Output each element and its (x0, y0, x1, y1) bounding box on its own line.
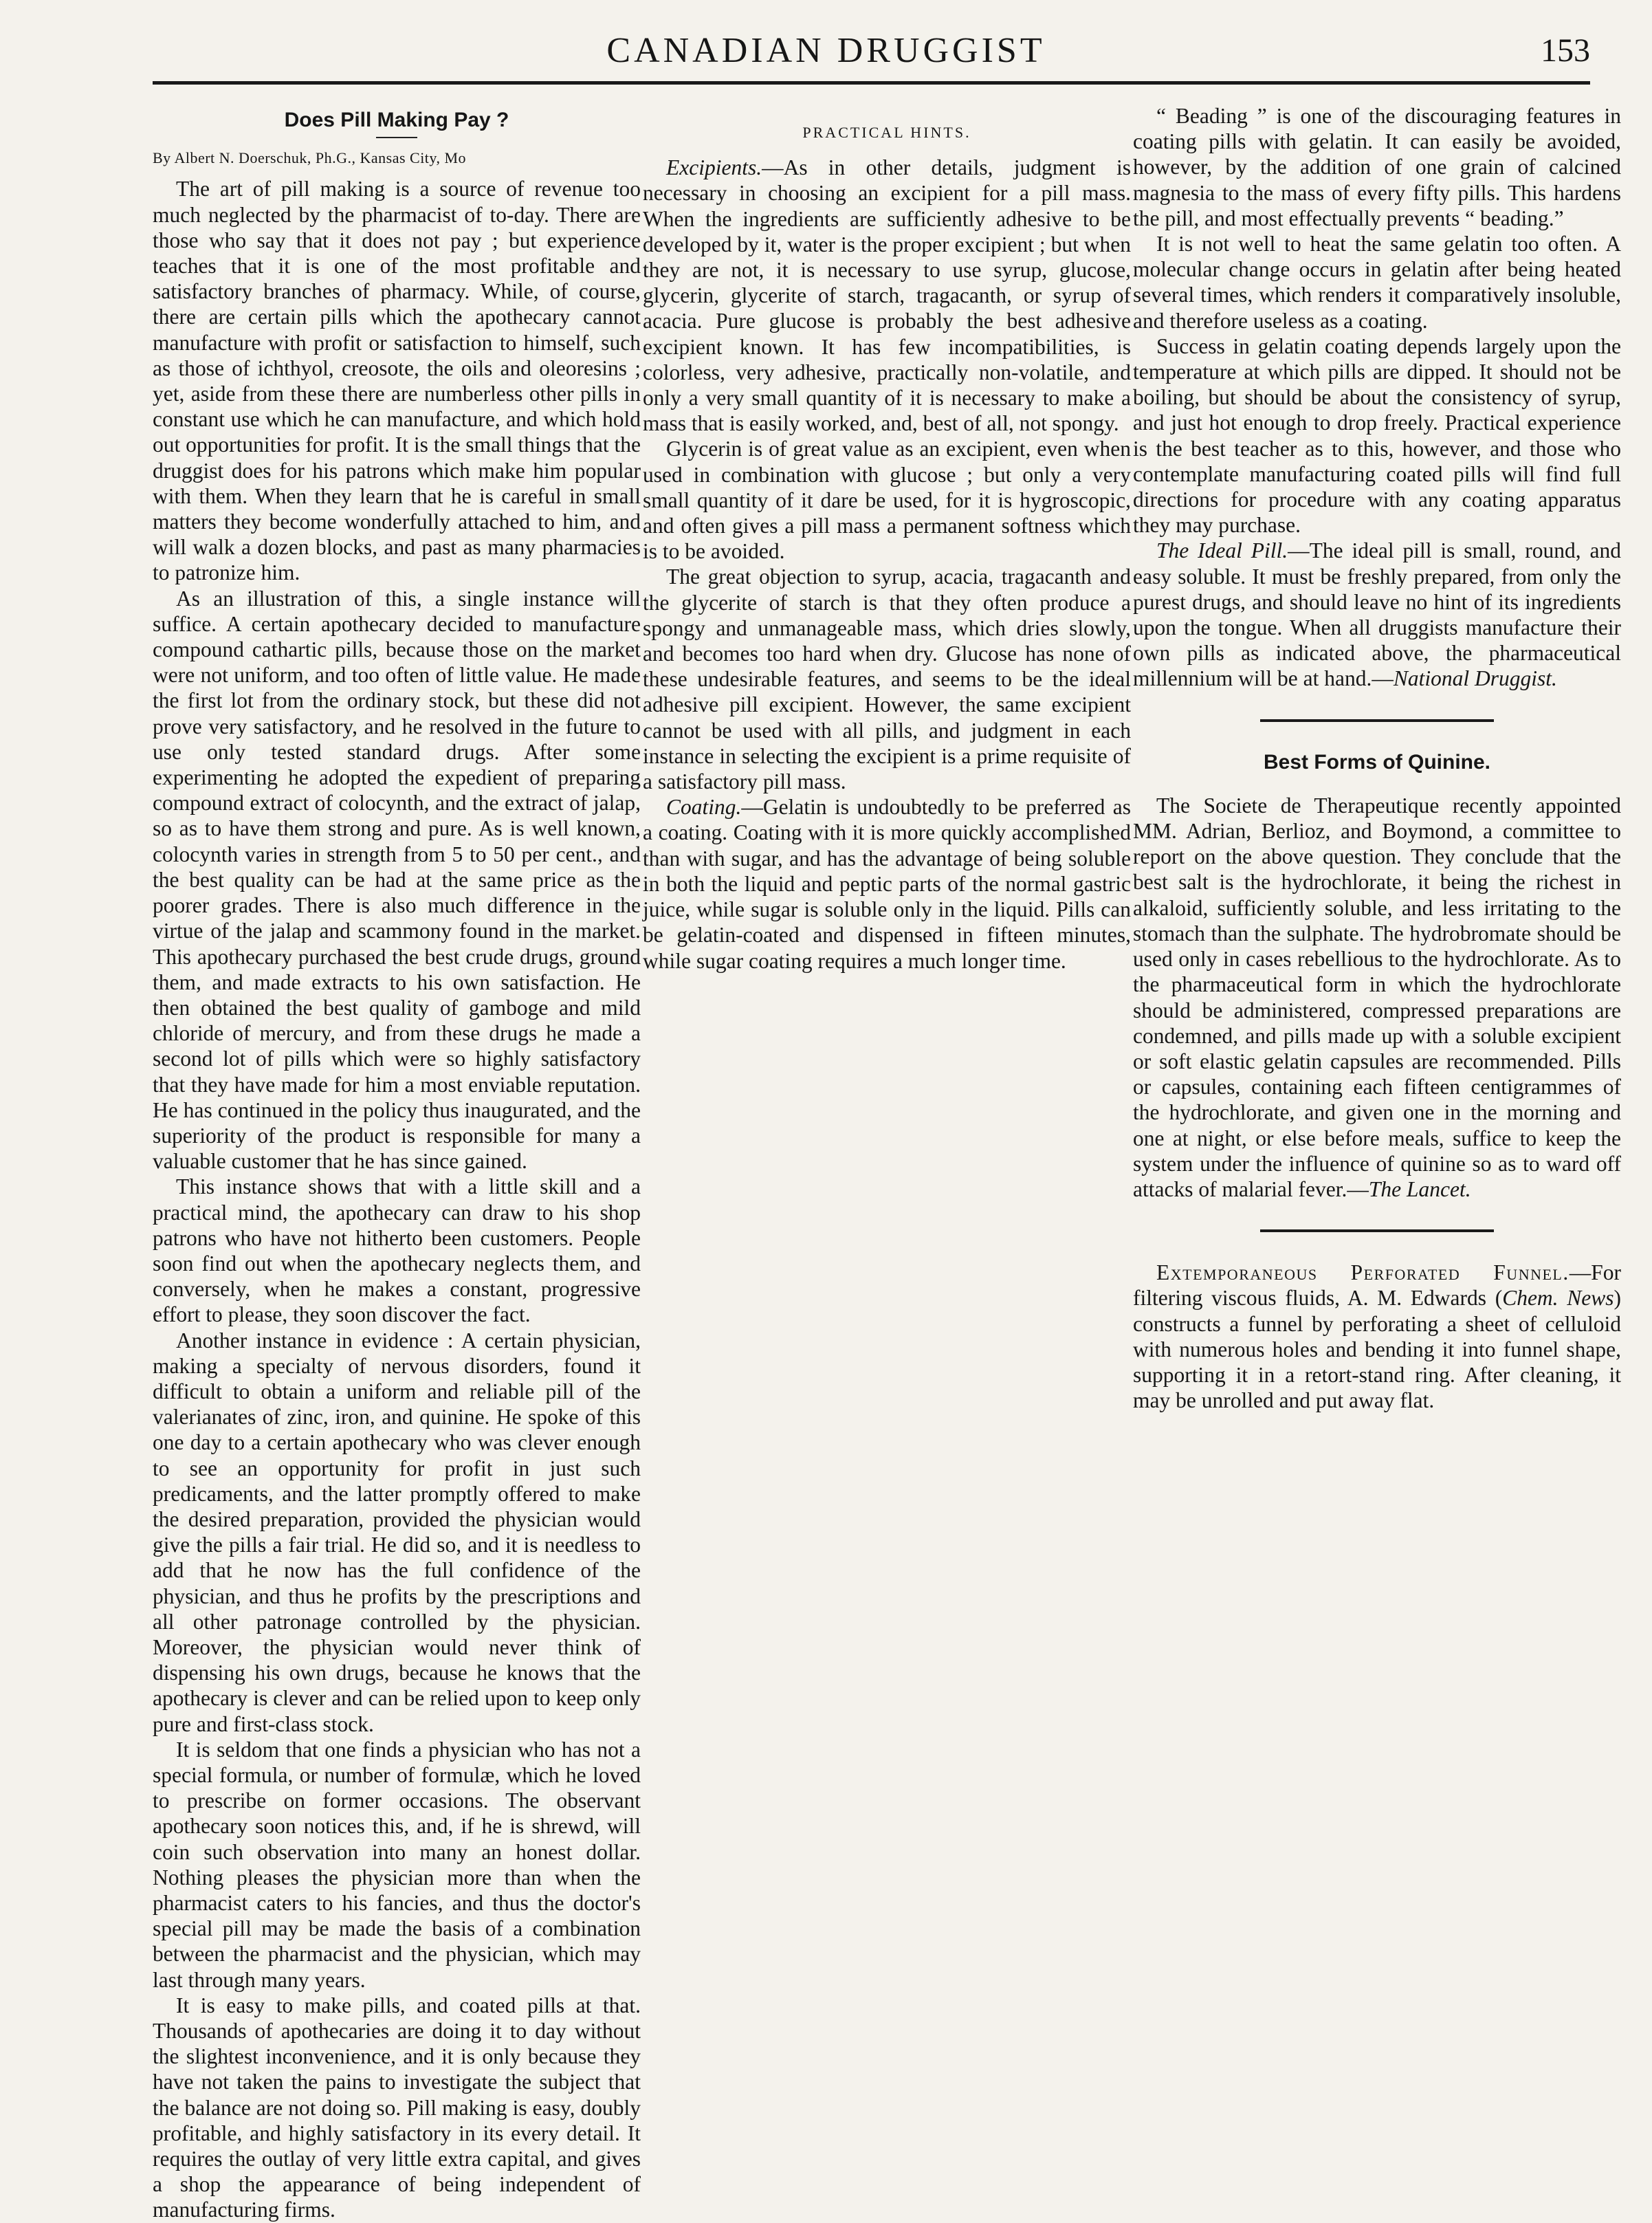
byline: By Albert N. Doerschuk, Ph.G., Kansas City, Mo (153, 149, 467, 167)
paragraph: This instance shows that with a little skill and a practical mind, the apothecary can draw to his shop patrons who have not hitherto been customers. People soon find out when the apothecary neglects them, and conversely, when he makes a constant, progressive effort to please, they soon discover the fact. (153, 1174, 641, 1327)
source-citation: National Druggist. (1393, 666, 1557, 691)
section-heading: PRACTICAL HINTS. (802, 124, 971, 141)
hint-paragraph: The Ideal Pill.—The ideal pill is small, round, and easy soluble. It must be freshly prepared, from only the purest drugs, and should leave no hint of its ingredients upon the tongue. When all druggists manufacture their own pills as indicated above, the pharmaceutical millennium will be at hand.—National Druggist. (1133, 538, 1621, 691)
column-1 (153, 103, 641, 2222)
article-title: Best Forms of Quinine. (1263, 750, 1491, 774)
hint-paragraph: Glycerin is of great value as an excipient, even when used in combination with glucose ; but only a very small quantity of it dare be used, for it is hygroscopic, and often gives a pill mass a permanent softness which is to be avoided. (643, 437, 1131, 564)
page-number: 153 (1541, 32, 1590, 69)
item-lead: Extemporaneous Perforated Funnel. (1156, 1260, 1570, 1285)
paragraph: Extemporaneous Perforated Funnel.—For filtering viscous fluids, A. M. Edwards (Chem. News) constructs a funnel by perforating a sheet of celluloid with numerous holes and bending it into funnel shape, supporting it in a retort-stand ring. After cleaning, it may be unrolled and put away flat. (1133, 1260, 1621, 1413)
article-title: Does Pill Making Pay ? (284, 109, 509, 131)
hint-paragraph: The great objection to syrup, acacia, tragacanth and the glycerite of starch is that they often produce a spongy and unmanageable mass, which dries slowly, and becomes too hard when dry. Glucose has none of these undesirable features, and seems to be the ideal adhesive pill excipient. However, the same excipient cannot be used with all pills, and judgment in each instance in selecting the excipient is a prime requisite of a satisfactory pill mass. (643, 565, 1131, 794)
journal-citation: Chem. News (1502, 1286, 1614, 1311)
title-rule (376, 137, 417, 138)
paragraph: The Societe de Therapeutique recently appointed MM. Adrian, Berlioz, and Boymond, a committee to report on the above question. They conclude that the best salt is the hydrochlorate, it being the richest in alkaloid, sufficiently soluble, and less irritating to the stomach than the sulphate. The hydrobromate should be used only in cases rebellious to the hydrochlorate. As to the pharmaceutical form in which the hydrochlorate should be administered, compressed preparations are condemned, and pills made up with a soluble excipient or soft elastic gelatin capsules are recommended. Pills or capsules, containing each fifteen centigrammes of the hydrochlorate, and given one in the morning and one at night, or else before meals, suffice to keep the system under the influence of quinine so as to ward off attacks of malarial fever.—The Lancet. (1133, 793, 1621, 1201)
source-citation: The Lancet. (1368, 1176, 1471, 1201)
hint-lead: Coating. (666, 795, 742, 820)
header-rule (153, 81, 1590, 85)
article-separator (1260, 1229, 1494, 1232)
hint-paragraph: Success in gelatin coating depends largely upon the temperature at which pills are dipped. It should not be boiling, but should be about the consistency of syrup, and just hot enough to drop freely. Practical experience is the best teacher as to this, however, and those who contemplate manufacturing coated pills will find full directions for procedure with any coating apparatus they may purchase. (1133, 333, 1621, 538)
hint-paragraph: “ Beading ” is one of the discouraging features in coating pills with gelatin. It can easily be avoided, however, by the addition of one grain of calcined magnesia to the mass of every fifty pills. This hardens the pill, and most effectually prevents “ beading.” (1133, 104, 1621, 230)
hint-paragraph: It is not well to heat the same gelatin too often. A molecular change occurs in gelatin after being heated several times, which renders it comparatively insoluble, and therefore useless as a coating. (1133, 232, 1621, 333)
paragraph: It is seldom that one finds a physician who has not a special formula, or number of formulæ, which he loved to prescribe on former occasions. The observant apothecary soon notices this, and, if he is shrewd, will coin such observation into many an honest dollar. Nothing pleases the physician more than when the pharmacist caters to his fancies, and thus the doctor's special pill may be made the basis of a combination between the pharmacist and the physician, which may last through many years. (153, 1737, 641, 1992)
paragraph: Another instance in evidence : A certain physician, making a specialty of nervous disorders, found it difficult to obtain a uniform and reliable pill of the valerianates of zinc, iron, and quinine. He spoke of this one day to a certain apothecary who was clever enough to see an opportunity for profit in just such predicaments, and the latter promptly offered to make the desired preparation, provided the physician would give the pills a fair trial. He did so, and it is needless to add that he now has the full confidence of the physician, and thus he profits by the prescriptions and all other patronage controlled by the physician. Moreover, the physician would never think of dispensing his own drugs, because he knows that the apothecary is clever and can be relied upon to keep only pure and first-class stock. (153, 1328, 641, 1736)
paragraph: As an illustration of this, a single instance will suffice. A certain apothecary decided to manufacture compound cathartic pills, because those on the market were not uniform, and too often of little value. He made the first lot from the ordinary stock, but these did not prove very satisfactory, and he resolved in the future to use only tested standard drugs. After some experimenting he adopted the expedient of preparing compound extract of colocynth, and the extract of jalap, so as to have them strong and pure. As is well known, colocynth varies in strength from 5 to 50 per cent., and the best quality can be had at the same price as the poorer grades. There is also much difference in the virtue of the jalap and scammony found in the market. This apothecary purchased the best crude drugs, ground them, and made extracts to his own satisfaction. He then obtained the best quality of gamboge and mild chloride of mercury, and from these drugs he made a second lot of pills which were so highly satisfactory that they have made for him a most enviable reputation. He has continued in the policy thus inaugurated, and the superiority of the product is responsible for many a valuable customer that he has since gained. (153, 586, 641, 1174)
paragraph: It is easy to make pills, and coated pills at that. Thousands of apothecaries are doing it to day without the slightest inconvenience, and it is only because they have not taken the pains to investigate the subject that the balance are not doing so. Pill making is easy, doubly profitable, and highly satisfactory in its every detail. It requires the outlay of very little extra capital, and gives a shop the appearance of being independent of manufacturing firms. (153, 1993, 641, 2222)
article-separator (1260, 719, 1494, 722)
hint-lead: Excipients. (666, 155, 762, 180)
hint-paragraph: Coating.—Gelatin is undoubtedly to be preferred as a coating. Coating with it is more quickly accomplished than with sugar, and has the advantage of being soluble in both the liquid and peptic parts of the normal gastric juice, while sugar is soluble only in the liquid. Pills can be gelatin-coated and dispensed in fifteen minutes, while sugar coating requires a much longer time. (643, 795, 1131, 973)
column-3 (1133, 103, 1621, 2132)
column-2 (643, 103, 1131, 2132)
hint-paragraph: Excipients.—As in other details, judgment is necessary in choosing an excipient for a pill mass. When the ingredients are sufficiently adhesive to be developed by it, water is the proper excipient ; but when they are not, it is necessary to use syrup, glucose, glycerin, glycerite of starch, tragacanth, or syrup of acacia. Pure glucose is probably the best adhesive excipient known. It has few incompatibilities, is colorless, very adhesive, practically non-volatile, and only a very small quantity of it is necessary to make a mass that is easily worked, and, best of all, not spongy. (643, 155, 1131, 436)
paragraph: The art of pill making is a source of revenue too much neglected by the pharmacist of to-day. There are those who say that it does not pay ; but experience teaches that it is one of the most profitable and satisfactory branches of pharmacy. While, of course, there are certain pills which the apothecary cannot manufacture with profit or satisfaction to himself, such as those of ichthyol, creosote, the oils and oleoresins ; yet, aside from these there are numberless other pills in constant use which he can manufacture, and which hold out opportunities for profit. It is the small things that the druggist does for his patrons which make him popular with them. When they learn that he is careful in small matters they become wonderfully attached to him, and will walk a dozen blocks, and past as many pharmacies to patronize him. (153, 177, 641, 585)
journal-title: CANADIAN DRUGGIST (606, 31, 1046, 70)
hint-lead: The Ideal Pill. (1156, 538, 1288, 563)
